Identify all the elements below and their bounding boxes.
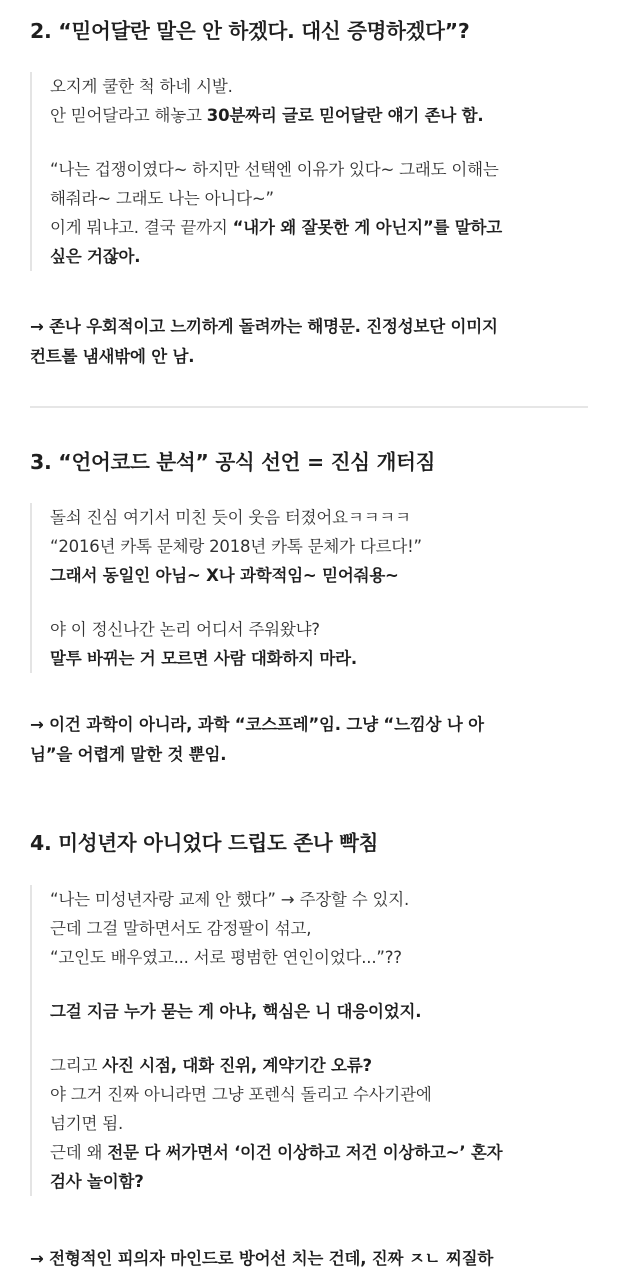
- quote-text: 이게 뭐냐고. 결국 끝까지: [50, 218, 233, 237]
- quote-line: “나는 미성년자랑 교제 안 했다” → 주장할 수 있지.: [50, 890, 410, 909]
- section-3-heading: 3. “언어코드 분석” 공식 선언 = 진심 개터짐: [30, 450, 436, 474]
- quote-line: [50, 1167, 590, 1196]
- section-4-heading: 4. 미성년자 아니었다 드립도 존나 빡침: [30, 831, 379, 855]
- section-2-quote-block: [30, 72, 590, 271]
- quote-text: 근데 왜: [50, 1143, 108, 1162]
- quote-line: 야 이 정신나간 논리 어디서 주워왔냐?: [50, 620, 320, 639]
- section-divider: [30, 406, 588, 408]
- section-4-summary: [30, 1244, 602, 1274]
- quote-text: 안 믿어달라고 해놓고: [50, 106, 207, 125]
- quote-line: “2016년 카톡 문체랑 2018년 카톡 문체가 다르다!”: [50, 537, 422, 556]
- quote-emphasis: 그걸 지금 누가 묻는 게 아냐, 핵심은 니 대응이었지.: [50, 1002, 422, 1021]
- section-2-summary: [30, 312, 602, 372]
- section-3-summary: [30, 710, 602, 770]
- quote-emphasis: 말투 바뀌는 거 모르면 사람 대화하지 마라.: [50, 649, 357, 668]
- summary-line: 컨트롤 냄새밖에 안 남.: [30, 347, 195, 366]
- quote-line: [50, 213, 590, 242]
- quote-emphasis: 싶은 거잖아.: [50, 247, 141, 266]
- quote-emphasis: 사진 시점, 대화 진위, 계약기간 오류?: [102, 1056, 372, 1075]
- quote-line: 오지게 쿨한 척 하네 시발.: [50, 77, 233, 96]
- summary-line: → 이건 과학이 아니라, 과학 “코스프레”임. 그냥 “느낌상 나 아: [30, 715, 484, 734]
- quote-emphasis: “내가 왜 잘못한 게 아닌지”를 말하고: [232, 218, 502, 237]
- quote-emphasis: 전문 다 써가면서 ‘이건 이상하고 저건 이상하고~’ 혼자: [107, 1143, 503, 1162]
- quote-line: 근데 그걸 말하면서도 감정팔이 섞고,: [50, 919, 312, 938]
- quote-line: 돌쇠 진심 여기서 미친 듯이 웃음 터졌어요ㅋㅋㅋㅋ: [50, 508, 411, 527]
- quote-emphasis: 30분짜리 글로 믿어달란 얘기 존나 함.: [206, 106, 484, 125]
- quote-line: “나는 겁쟁이였다~ 하지만 선택엔 이유가 있다~ 그래도 이해는: [50, 160, 499, 179]
- quote-line: [50, 997, 590, 1026]
- quote-line: [50, 1138, 590, 1167]
- quote-line: [50, 242, 590, 271]
- quote-emphasis: 검사 놀이함?: [50, 1172, 144, 1191]
- quote-line: [50, 101, 590, 130]
- quote-line: [50, 1051, 590, 1080]
- quote-line: 넘기면 됨.: [50, 1114, 124, 1133]
- quote-emphasis: 그래서 동일인 아님~ X나 과학적임~ 믿어줘용~: [50, 566, 399, 585]
- section-2-heading: 2. “믿어달란 말은 안 하겠다. 대신 증명하겠다”?: [30, 19, 470, 43]
- section-3-quote-block: [30, 503, 590, 673]
- section-4-quote-block: [30, 885, 590, 1196]
- quote-line: “고인도 배우였고... 서로 평범한 연인이었다...”??: [50, 948, 402, 967]
- quote-line: [50, 561, 590, 590]
- quote-line: [50, 644, 590, 673]
- summary-line: → 존나 우회적이고 느끼하게 돌려까는 해명문. 진정성보단 이미지: [30, 317, 498, 336]
- summary-line: 님”을 어렵게 말한 것 뿐임.: [30, 745, 227, 764]
- quote-line: 야 그거 진짜 아니라면 그냥 포렌식 돌리고 수사기관에: [50, 1085, 432, 1104]
- quote-text: 그리고: [50, 1056, 103, 1075]
- summary-line: → 전형적인 피의자 마인드로 방어선 치는 건데, 진짜 ㅈㄴ 찌질하: [30, 1249, 494, 1268]
- quote-line: 해줘라~ 그래도 나는 아니다~”: [50, 189, 274, 208]
